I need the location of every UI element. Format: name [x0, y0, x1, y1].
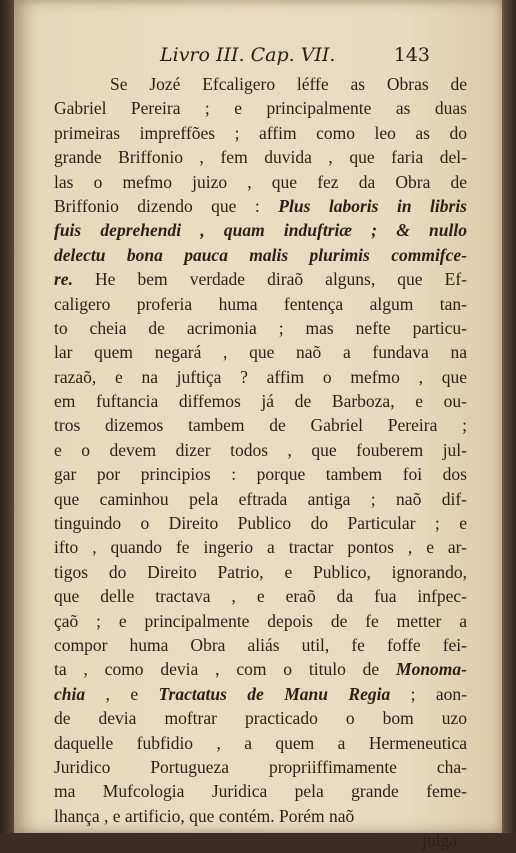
running-title: Livro III. Cap. VII. — [160, 44, 336, 66]
text-run: tinguindo o Direito Publico do Particular ; e — [54, 513, 467, 534]
text-run: Briffonio dizendo que : — [54, 195, 279, 216]
italic-text: chia — [54, 683, 86, 704]
text-run: lhança , e artificio, que contém. Porém naõ — [54, 805, 355, 826]
text-line — [54, 365, 467, 389]
text-run: grande Briffonio , fem duvida , que faria del- — [54, 147, 467, 168]
text-line — [54, 804, 467, 828]
text-line — [54, 243, 467, 267]
text-line — [54, 755, 467, 779]
text-run: primeiras impreffões ; affim como leo as do — [54, 122, 467, 143]
text-run: gar por principios : porque tambem foi dos — [54, 464, 467, 485]
text-line — [54, 584, 467, 608]
text-line — [54, 535, 467, 559]
text-run: Se Jozé Efcaligero léffe as Obras de — [110, 74, 467, 94]
italic-text: Tractatus de Manu Regia — [158, 683, 391, 704]
text-run: çaõ ; e principalmente depois de fe metter a — [54, 610, 467, 631]
text-line — [54, 96, 467, 120]
text-run: ma Mufcologia Juridica pela grande feme- — [54, 781, 467, 802]
text-run: que delle tractava , e eraõ da fua infpec- — [54, 586, 467, 607]
text-line — [54, 267, 467, 291]
text-line — [54, 731, 467, 755]
text-line — [54, 706, 467, 730]
text-line — [54, 511, 467, 535]
text-run: , e — [85, 683, 159, 704]
body-text — [54, 72, 467, 853]
text-line — [54, 633, 467, 657]
text-run: caligero proferia huma fentença algum tan- — [54, 293, 467, 314]
text-line — [54, 316, 467, 340]
text-line — [54, 779, 467, 803]
text-run: tros dizemos tambem de Gabriel Pereira ; — [54, 415, 467, 436]
text-line — [54, 145, 467, 169]
text-line — [54, 389, 467, 413]
text-run: que caminhou pela eftrada antiga ; naõ dif- — [54, 488, 467, 509]
text-run: Gabriel Pereira ; e principalmente as duas — [54, 98, 467, 119]
text-line — [54, 218, 467, 242]
text-run: to cheia de acrimonia ; mas nefte particu- — [54, 317, 467, 338]
text-run: razaõ, e na juftiça ? affim o mefmo , que — [54, 366, 467, 387]
text-line — [54, 657, 467, 681]
text-run: Juridico Portugueza propriiffimamente cha- — [54, 756, 467, 777]
text-line — [54, 72, 467, 96]
book-gutter — [0, 0, 14, 833]
text-line — [54, 413, 467, 437]
italic-text: re. — [54, 269, 73, 290]
book-page — [14, 0, 502, 851]
text-run: tigos do Direito Patrio, e Publico, ignorando, — [54, 561, 467, 582]
text-run: He bem verdade diraõ alguns, que Ef- — [72, 269, 467, 290]
text-line — [54, 462, 467, 486]
book-fore-edge — [502, 0, 516, 833]
page-number: 143 — [393, 44, 430, 66]
text-run: las o mefmo juizo , que fez da Obra de — [54, 171, 467, 192]
text-run: lar quem negará , que naõ a fundava na — [54, 342, 467, 363]
text-line — [54, 609, 467, 633]
text-run: ; aon- — [390, 683, 467, 704]
text-run: ifto , quando fe ingerio a tractar pontos , e ar- — [54, 537, 467, 558]
page-header — [160, 44, 430, 74]
text-run: e o devem dizer todos , que fouberem jul- — [54, 439, 467, 460]
text-run: em fuftancia diffemos já de Barboza, e ou- — [54, 391, 467, 412]
text-run: de devia moftrar practicado o bom uzo — [54, 708, 467, 729]
text-line — [54, 438, 467, 462]
text-line — [54, 682, 467, 706]
italic-text: Plus laboris in libris — [278, 195, 467, 216]
text-run: compor huma Obra aliás util, fe foffe fei- — [54, 634, 467, 655]
text-run: ta , como devia , com o titulo de — [54, 659, 397, 680]
text-line — [54, 487, 467, 511]
text-line — [54, 560, 467, 584]
italic-text: delectu bona pauca malis plurimis commifce- — [54, 244, 467, 265]
italic-text: fuis deprehendi , quam induftriæ ; & nullo — [54, 220, 467, 241]
text-line — [54, 170, 467, 194]
text-run: daquelle fubfidio , a quem a Hermeneutica — [54, 732, 467, 753]
catchword: julga — [422, 830, 457, 851]
text-line — [54, 121, 467, 145]
text-line — [54, 292, 467, 316]
text-line — [54, 194, 467, 218]
text-line — [54, 340, 467, 364]
italic-text: Monoma- — [396, 659, 467, 680]
